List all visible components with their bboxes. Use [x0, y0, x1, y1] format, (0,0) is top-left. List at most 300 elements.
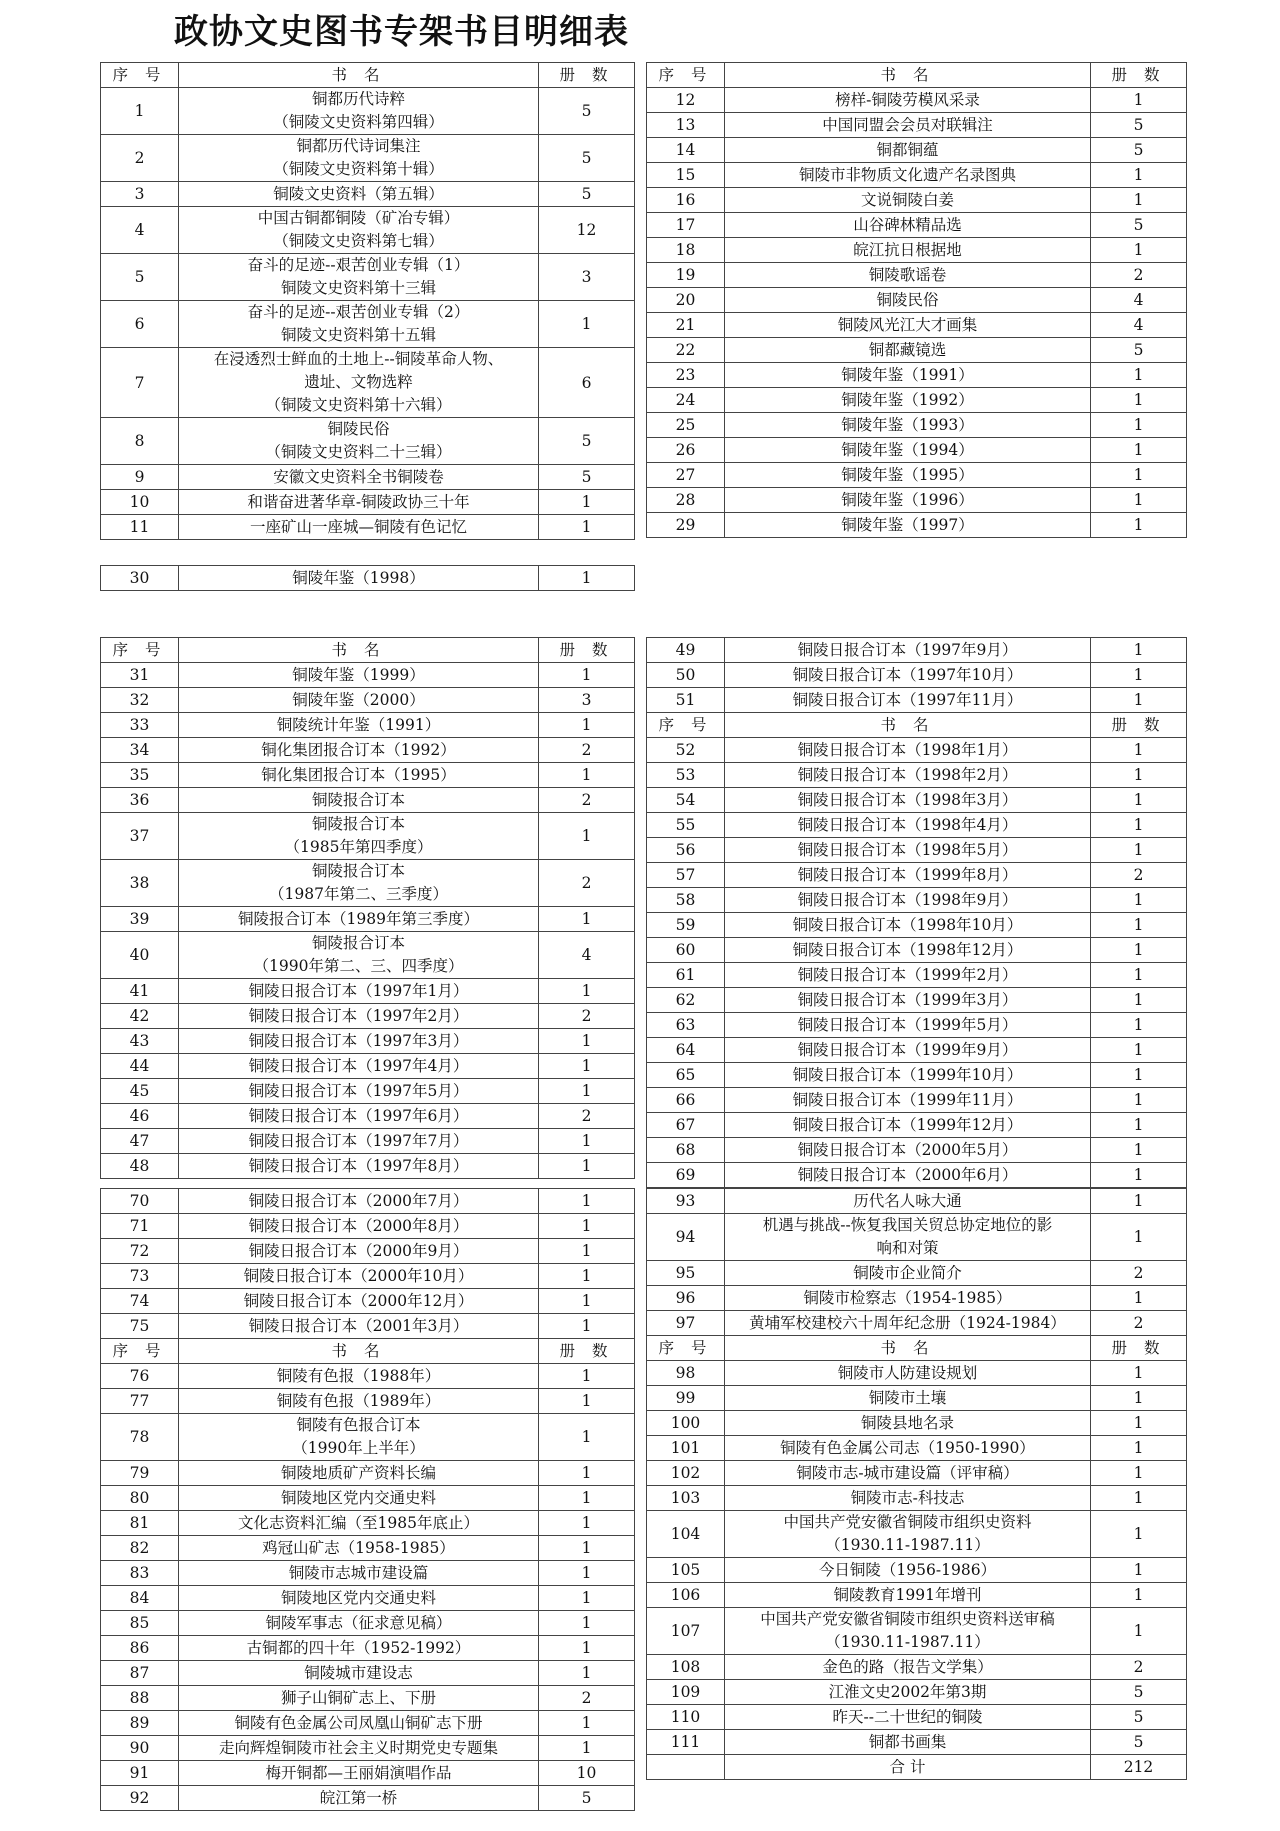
table-row: [101, 1486, 635, 1511]
catalog-table-b2: [646, 62, 1187, 538]
book-count: 1: [539, 663, 635, 688]
row-number: 15: [647, 163, 725, 188]
header-no: 序 号: [101, 63, 179, 88]
book-title: 铜陵风光江大才画集: [725, 313, 1091, 338]
table-row: [101, 860, 635, 907]
book-title: 铜陵统计年鉴（1991）: [179, 713, 539, 738]
row-number: 7: [101, 348, 179, 418]
book-title: 铜都历代诗粹 （铜陵文史资料第四辑）: [179, 88, 539, 135]
book-title: 铜陵军事志（征求意见稿）: [179, 1611, 539, 1636]
table-row: [647, 938, 1187, 963]
table-row: [101, 738, 635, 763]
table-row: [647, 963, 1187, 988]
header-row: [101, 63, 635, 88]
row-number: 5: [101, 254, 179, 301]
book-count: 1: [539, 1079, 635, 1104]
book-count: 5: [1091, 1705, 1187, 1730]
table-row: [647, 1361, 1187, 1386]
table-row: [647, 788, 1187, 813]
row-number: 104: [647, 1511, 725, 1558]
row-number: 9: [101, 465, 179, 490]
book-count: 1: [1091, 663, 1187, 688]
book-title: 铜陵日报合订本（2000年10月）: [179, 1264, 539, 1289]
book-count: 5: [1091, 338, 1187, 363]
table-row: [647, 1063, 1187, 1088]
row-number: 62: [647, 988, 725, 1013]
row-number: 97: [647, 1311, 725, 1336]
row-number: 50: [647, 663, 725, 688]
table-row: [101, 348, 635, 418]
table-row: [101, 763, 635, 788]
book-title: 铜陵年鉴（1998）: [179, 566, 539, 591]
book-count: 1: [1091, 88, 1187, 113]
book-count: 2: [1091, 863, 1187, 888]
row-number: 21: [647, 313, 725, 338]
book-count: 1: [1091, 913, 1187, 938]
book-title: 在浸透烈士鲜血的土地上--铜陵革命人物、 遗址、文物选粹 （铜陵文史资料第十六辑）: [179, 348, 539, 418]
book-title: 铜陵日报合订本（1999年9月）: [725, 1038, 1091, 1063]
header-row: [101, 638, 635, 663]
book-title: 铜陵日报合订本（1998年9月）: [725, 888, 1091, 913]
book-title: 铜陵县地名录: [725, 1411, 1091, 1436]
table-row: [647, 388, 1187, 413]
book-title: 梅开铜都—王丽娟演唱作品: [179, 1761, 539, 1786]
book-count: 1: [539, 813, 635, 860]
book-title: 奋斗的足迹--艰苦创业专辑（2） 铜陵文史资料第十五辑: [179, 301, 539, 348]
book-count: 1: [539, 490, 635, 515]
book-title: 铜陵日报合订本（1999年11月）: [725, 1088, 1091, 1113]
book-count: 1: [539, 1054, 635, 1079]
book-count: 1: [539, 1661, 635, 1686]
total-count: 212: [1091, 1755, 1187, 1780]
table-row: [647, 1311, 1187, 1336]
book-count: 1: [539, 907, 635, 932]
header-row: [647, 63, 1187, 88]
table-row: [647, 738, 1187, 763]
row-number: 1: [101, 88, 179, 135]
table-row: [101, 1536, 635, 1561]
book-title: 铜陵教育1991年增刊: [725, 1583, 1091, 1608]
header-name: 书 名: [179, 1339, 539, 1364]
book-title: 和谐奋进著华章-铜陵政协三十年: [179, 490, 539, 515]
table-row: [647, 1189, 1187, 1214]
table-row: [647, 638, 1187, 663]
row-number: 25: [647, 413, 725, 438]
header-no: 序 号: [101, 638, 179, 663]
row-number: 99: [647, 1386, 725, 1411]
table-row: [647, 1013, 1187, 1038]
table-row: [101, 1389, 635, 1414]
book-count: 1: [539, 1029, 635, 1054]
table-row: [647, 1163, 1187, 1188]
book-count: 1: [1091, 1386, 1187, 1411]
book-count: 2: [539, 788, 635, 813]
book-count: 5: [539, 465, 635, 490]
book-count: 1: [1091, 1511, 1187, 1558]
table-row: [647, 1088, 1187, 1113]
book-count: 5: [539, 182, 635, 207]
table-row: [101, 1239, 635, 1264]
book-count: 1: [539, 713, 635, 738]
table-row: [647, 1386, 1187, 1411]
row-number: 40: [101, 932, 179, 979]
row-number: 73: [101, 1264, 179, 1289]
table-row: [101, 1586, 635, 1611]
row-number: 74: [101, 1289, 179, 1314]
book-count: 1: [539, 1264, 635, 1289]
row-number: 38: [101, 860, 179, 907]
book-count: 1: [1091, 1411, 1187, 1436]
book-count: 1: [539, 1289, 635, 1314]
table-row: [647, 688, 1187, 713]
table-row: [647, 1436, 1187, 1461]
book-count: 5: [539, 418, 635, 465]
row-number: 91: [101, 1761, 179, 1786]
row-number: 27: [647, 463, 725, 488]
book-title: 昨天--二十世纪的铜陵: [725, 1705, 1091, 1730]
book-title: 金色的路（报告文学集）: [725, 1655, 1091, 1680]
table-row: [647, 1286, 1187, 1311]
row-number: 47: [101, 1129, 179, 1154]
row-number: 43: [101, 1029, 179, 1054]
book-count: 1: [539, 1511, 635, 1536]
book-title: 铜陵日报合订本（1999年3月）: [725, 988, 1091, 1013]
catalog-table-b3: [100, 565, 635, 591]
book-count: 2: [1091, 1655, 1187, 1680]
book-count: 1: [539, 1154, 635, 1179]
book-title: 铜都书画集: [725, 1730, 1091, 1755]
table-row: [647, 1705, 1187, 1730]
book-count: 1: [1091, 1013, 1187, 1038]
book-title: 铜陵日报合订本（1997年1月）: [179, 979, 539, 1004]
book-count: 10: [539, 1761, 635, 1786]
book-count: 1: [539, 1389, 635, 1414]
header-name: 书 名: [179, 638, 539, 663]
table-row: [647, 888, 1187, 913]
row-number: 35: [101, 763, 179, 788]
catalog-table-b5: [646, 637, 1187, 1188]
book-title: 铜陵市非物质文化遗产名录图典: [725, 163, 1091, 188]
row-number: 33: [101, 713, 179, 738]
row-number: 30: [101, 566, 179, 591]
book-title: 机遇与挑战--恢复我国关贸总协定地位的影 响和对策: [725, 1214, 1091, 1261]
table-row: [101, 979, 635, 1004]
book-count: 1: [539, 1561, 635, 1586]
book-count: 12: [539, 207, 635, 254]
book-title: 铜陵市人防建设规划: [725, 1361, 1091, 1386]
row-number: 107: [647, 1608, 725, 1655]
book-title: 铜陵日报合订本（2000年12月）: [179, 1289, 539, 1314]
catalog-table-b7: [646, 1188, 1187, 1780]
book-count: 5: [1091, 113, 1187, 138]
table-row: [101, 1414, 635, 1461]
book-title: 铜陵地区党内交通史料: [179, 1486, 539, 1511]
table-row: [101, 1004, 635, 1029]
book-count: 1: [539, 979, 635, 1004]
table-row: [101, 1561, 635, 1586]
book-title: 铜陵市志-城市建设篇（评审稿）: [725, 1461, 1091, 1486]
table-row: [647, 438, 1187, 463]
row-number: 13: [647, 113, 725, 138]
book-count: 1: [1091, 1436, 1187, 1461]
book-title: 铜陵日报合订本（1999年12月）: [725, 1113, 1091, 1138]
row-number: 31: [101, 663, 179, 688]
book-title: 铜陵城市建设志: [179, 1661, 539, 1686]
row-number: 106: [647, 1583, 725, 1608]
book-title: 皖江第一桥: [179, 1786, 539, 1811]
row-number: 20: [647, 288, 725, 313]
row-number: 32: [101, 688, 179, 713]
table-row: [647, 863, 1187, 888]
header-count: 册 数: [539, 63, 635, 88]
table-row: [101, 1711, 635, 1736]
book-count: 1: [539, 1586, 635, 1611]
table-row: [647, 1261, 1187, 1286]
row-number: 111: [647, 1730, 725, 1755]
book-title: 铜陵年鉴（1993）: [725, 413, 1091, 438]
book-count: 1: [1091, 1189, 1187, 1214]
book-count: 1: [539, 1736, 635, 1761]
book-title: 铜陵有色金属公司志（1950-1990）: [725, 1436, 1091, 1461]
book-title: 铜陵报合订本: [179, 788, 539, 813]
table-row: [101, 713, 635, 738]
row-number: 41: [101, 979, 179, 1004]
book-title: 铜陵日报合订本（1999年5月）: [725, 1013, 1091, 1038]
book-count: 1: [539, 1414, 635, 1461]
row-number: 6: [101, 301, 179, 348]
table-row: [647, 1214, 1187, 1261]
row-number: 63: [647, 1013, 725, 1038]
row-number: 84: [101, 1586, 179, 1611]
table-row: [647, 1511, 1187, 1558]
row-number: 59: [647, 913, 725, 938]
book-count: 4: [1091, 288, 1187, 313]
row-number: 19: [647, 263, 725, 288]
row-number: 55: [647, 813, 725, 838]
book-title: 铜陵日报合订本（2000年8月）: [179, 1214, 539, 1239]
table-row: [101, 490, 635, 515]
table-row: [101, 1511, 635, 1536]
table-row: [647, 163, 1187, 188]
header-no: 序 号: [647, 713, 725, 738]
book-title: 铜陵市土壤: [725, 1386, 1091, 1411]
row-number: 83: [101, 1561, 179, 1586]
book-count: 1: [539, 1129, 635, 1154]
table-row: [101, 907, 635, 932]
book-count: 1: [1091, 388, 1187, 413]
book-title: 铜陵有色金属公司凤凰山铜矿志下册: [179, 1711, 539, 1736]
book-count: 1: [1091, 888, 1187, 913]
table-row: [101, 1761, 635, 1786]
book-title: 今日铜陵（1956-1986）: [725, 1558, 1091, 1583]
row-number: 26: [647, 438, 725, 463]
row-number: 64: [647, 1038, 725, 1063]
row-number: 87: [101, 1661, 179, 1686]
book-count: 1: [1091, 1286, 1187, 1311]
book-title: 榜样-铜陵劳模风采录: [725, 88, 1091, 113]
catalog-table-b4: [100, 637, 635, 1179]
table-row: [647, 138, 1187, 163]
row-number: 93: [647, 1189, 725, 1214]
table-row: [647, 763, 1187, 788]
row-number: 12: [647, 88, 725, 113]
row-number: 2: [101, 135, 179, 182]
book-title: 铜陵日报合订本（1998年3月）: [725, 788, 1091, 813]
book-count: 1: [539, 301, 635, 348]
table-row: [101, 207, 635, 254]
row-number: 95: [647, 1261, 725, 1286]
row-number: 53: [647, 763, 725, 788]
row-number: 92: [101, 1786, 179, 1811]
table-row: [647, 263, 1187, 288]
table-row: [101, 1661, 635, 1686]
table-row: [101, 135, 635, 182]
book-count: 2: [539, 1686, 635, 1711]
book-count: 1: [1091, 413, 1187, 438]
page-title: 政协文史图书专架书目明细表: [174, 12, 629, 52]
table-row: [101, 1636, 635, 1661]
header-no: 序 号: [647, 1336, 725, 1361]
row-number: 4: [101, 207, 179, 254]
row-number: 69: [647, 1163, 725, 1188]
table-row: [647, 1608, 1187, 1655]
table-row: [101, 788, 635, 813]
table-row: [647, 913, 1187, 938]
book-count: 1: [1091, 988, 1187, 1013]
table-row: [647, 88, 1187, 113]
book-count: 1: [1091, 1608, 1187, 1655]
book-title: 中国古铜都铜陵（矿冶专辑） （铜陵文史资料第七辑）: [179, 207, 539, 254]
book-count: 1: [539, 763, 635, 788]
row-number: 61: [647, 963, 725, 988]
row-number: 82: [101, 1536, 179, 1561]
book-title: 皖江抗日根据地: [725, 238, 1091, 263]
book-title: 铜陵年鉴（1992）: [725, 388, 1091, 413]
book-title: 铜陵民俗 （铜陵文史资料二十三辑）: [179, 418, 539, 465]
book-title: 江淮文史2002年第3期: [725, 1680, 1091, 1705]
book-title: 安徽文史资料全书铜陵卷: [179, 465, 539, 490]
book-title: 铜陵歌谣卷: [725, 263, 1091, 288]
total-label: 合 计: [725, 1755, 1091, 1780]
table-row: [101, 1129, 635, 1154]
header-row: [647, 1336, 1187, 1361]
table-row: [647, 363, 1187, 388]
header-row: [647, 713, 1187, 738]
book-title: 铜都铜蕴: [725, 138, 1091, 163]
row-number: 56: [647, 838, 725, 863]
row-number: 46: [101, 1104, 179, 1129]
table-row: [647, 663, 1187, 688]
row-number: 42: [101, 1004, 179, 1029]
book-title: 铜陵地质矿产资料长编: [179, 1461, 539, 1486]
book-title: 铜陵日报合订本（1997年3月）: [179, 1029, 539, 1054]
book-count: 3: [539, 688, 635, 713]
row-number: 29: [647, 513, 725, 538]
book-title: 黄埔军校建校六十周年纪念册（1924-1984）: [725, 1311, 1091, 1336]
book-count: 1: [539, 1636, 635, 1661]
row-number: 57: [647, 863, 725, 888]
book-count: 1: [1091, 788, 1187, 813]
header-count: 册 数: [539, 1339, 635, 1364]
book-title: 中国共产党安徽省铜陵市组织史资料送审稿 （1930.11-1987.11）: [725, 1608, 1091, 1655]
table-row: [647, 488, 1187, 513]
book-title: 铜化集团报合订本（1992）: [179, 738, 539, 763]
book-title: 铜陵日报合订本（1997年6月）: [179, 1104, 539, 1129]
table-row: [101, 688, 635, 713]
row-number: 44: [101, 1054, 179, 1079]
row-number: 76: [101, 1364, 179, 1389]
book-title: 铜陵年鉴（1991）: [725, 363, 1091, 388]
table-row: [101, 1214, 635, 1239]
row-number: 14: [647, 138, 725, 163]
book-title: 铜陵日报合订本（1998年12月）: [725, 938, 1091, 963]
book-count: 1: [1091, 938, 1187, 963]
book-count: 1: [1091, 1461, 1187, 1486]
book-title: 文说铜陵白姜: [725, 188, 1091, 213]
book-title: 历代名人咏大通: [725, 1189, 1091, 1214]
table-row: [101, 1786, 635, 1811]
book-count: 1: [1091, 1138, 1187, 1163]
row-number: 86: [101, 1636, 179, 1661]
book-title: 铜陵日报合订本（2000年6月）: [725, 1163, 1091, 1188]
book-count: 1: [1091, 463, 1187, 488]
table-row: [647, 413, 1187, 438]
row-number: 60: [647, 938, 725, 963]
book-count: 5: [1091, 1680, 1187, 1705]
row-number: 96: [647, 1286, 725, 1311]
book-title: 山谷碑林精品选: [725, 213, 1091, 238]
book-count: 1: [539, 1364, 635, 1389]
book-count: 1: [1091, 488, 1187, 513]
book-title: 铜陵日报合订本（1997年8月）: [179, 1154, 539, 1179]
row-number: 36: [101, 788, 179, 813]
row-number: 75: [101, 1314, 179, 1339]
table-row: [647, 1655, 1187, 1680]
row-number: 110: [647, 1705, 725, 1730]
table-row: [101, 1154, 635, 1179]
table-row: [101, 1104, 635, 1129]
table-row: [101, 1611, 635, 1636]
book-title: 铜陵报合订本 （1985年第四季度）: [179, 813, 539, 860]
book-title: 奋斗的足迹--艰苦创业专辑（1） 铜陵文史资料第十三辑: [179, 254, 539, 301]
row-number: 65: [647, 1063, 725, 1088]
book-count: 1: [539, 1314, 635, 1339]
book-count: 1: [1091, 838, 1187, 863]
row-number: 24: [647, 388, 725, 413]
book-count: 1: [1091, 1113, 1187, 1138]
book-title: 鸡冠山矿志（1958-1985）: [179, 1536, 539, 1561]
row-number: 28: [647, 488, 725, 513]
row-number: 98: [647, 1361, 725, 1386]
header-count: 册 数: [1091, 63, 1187, 88]
book-count: 1: [1091, 688, 1187, 713]
book-count: 2: [539, 738, 635, 763]
table-row: [647, 1113, 1187, 1138]
book-title: 中国同盟会会员对联辑注: [725, 113, 1091, 138]
row-number: 45: [101, 1079, 179, 1104]
book-count: 1: [1091, 763, 1187, 788]
row-number: 80: [101, 1486, 179, 1511]
header-count: 册 数: [1091, 1336, 1187, 1361]
book-title: 铜陵日报合订本（1998年1月）: [725, 738, 1091, 763]
book-count: 1: [1091, 1214, 1187, 1261]
book-count: 2: [1091, 1261, 1187, 1286]
row-number: 10: [101, 490, 179, 515]
book-count: 5: [1091, 138, 1187, 163]
book-title: 铜都历代诗词集注 （铜陵文史资料第十辑）: [179, 135, 539, 182]
table-row: [101, 254, 635, 301]
row-number: 109: [647, 1680, 725, 1705]
